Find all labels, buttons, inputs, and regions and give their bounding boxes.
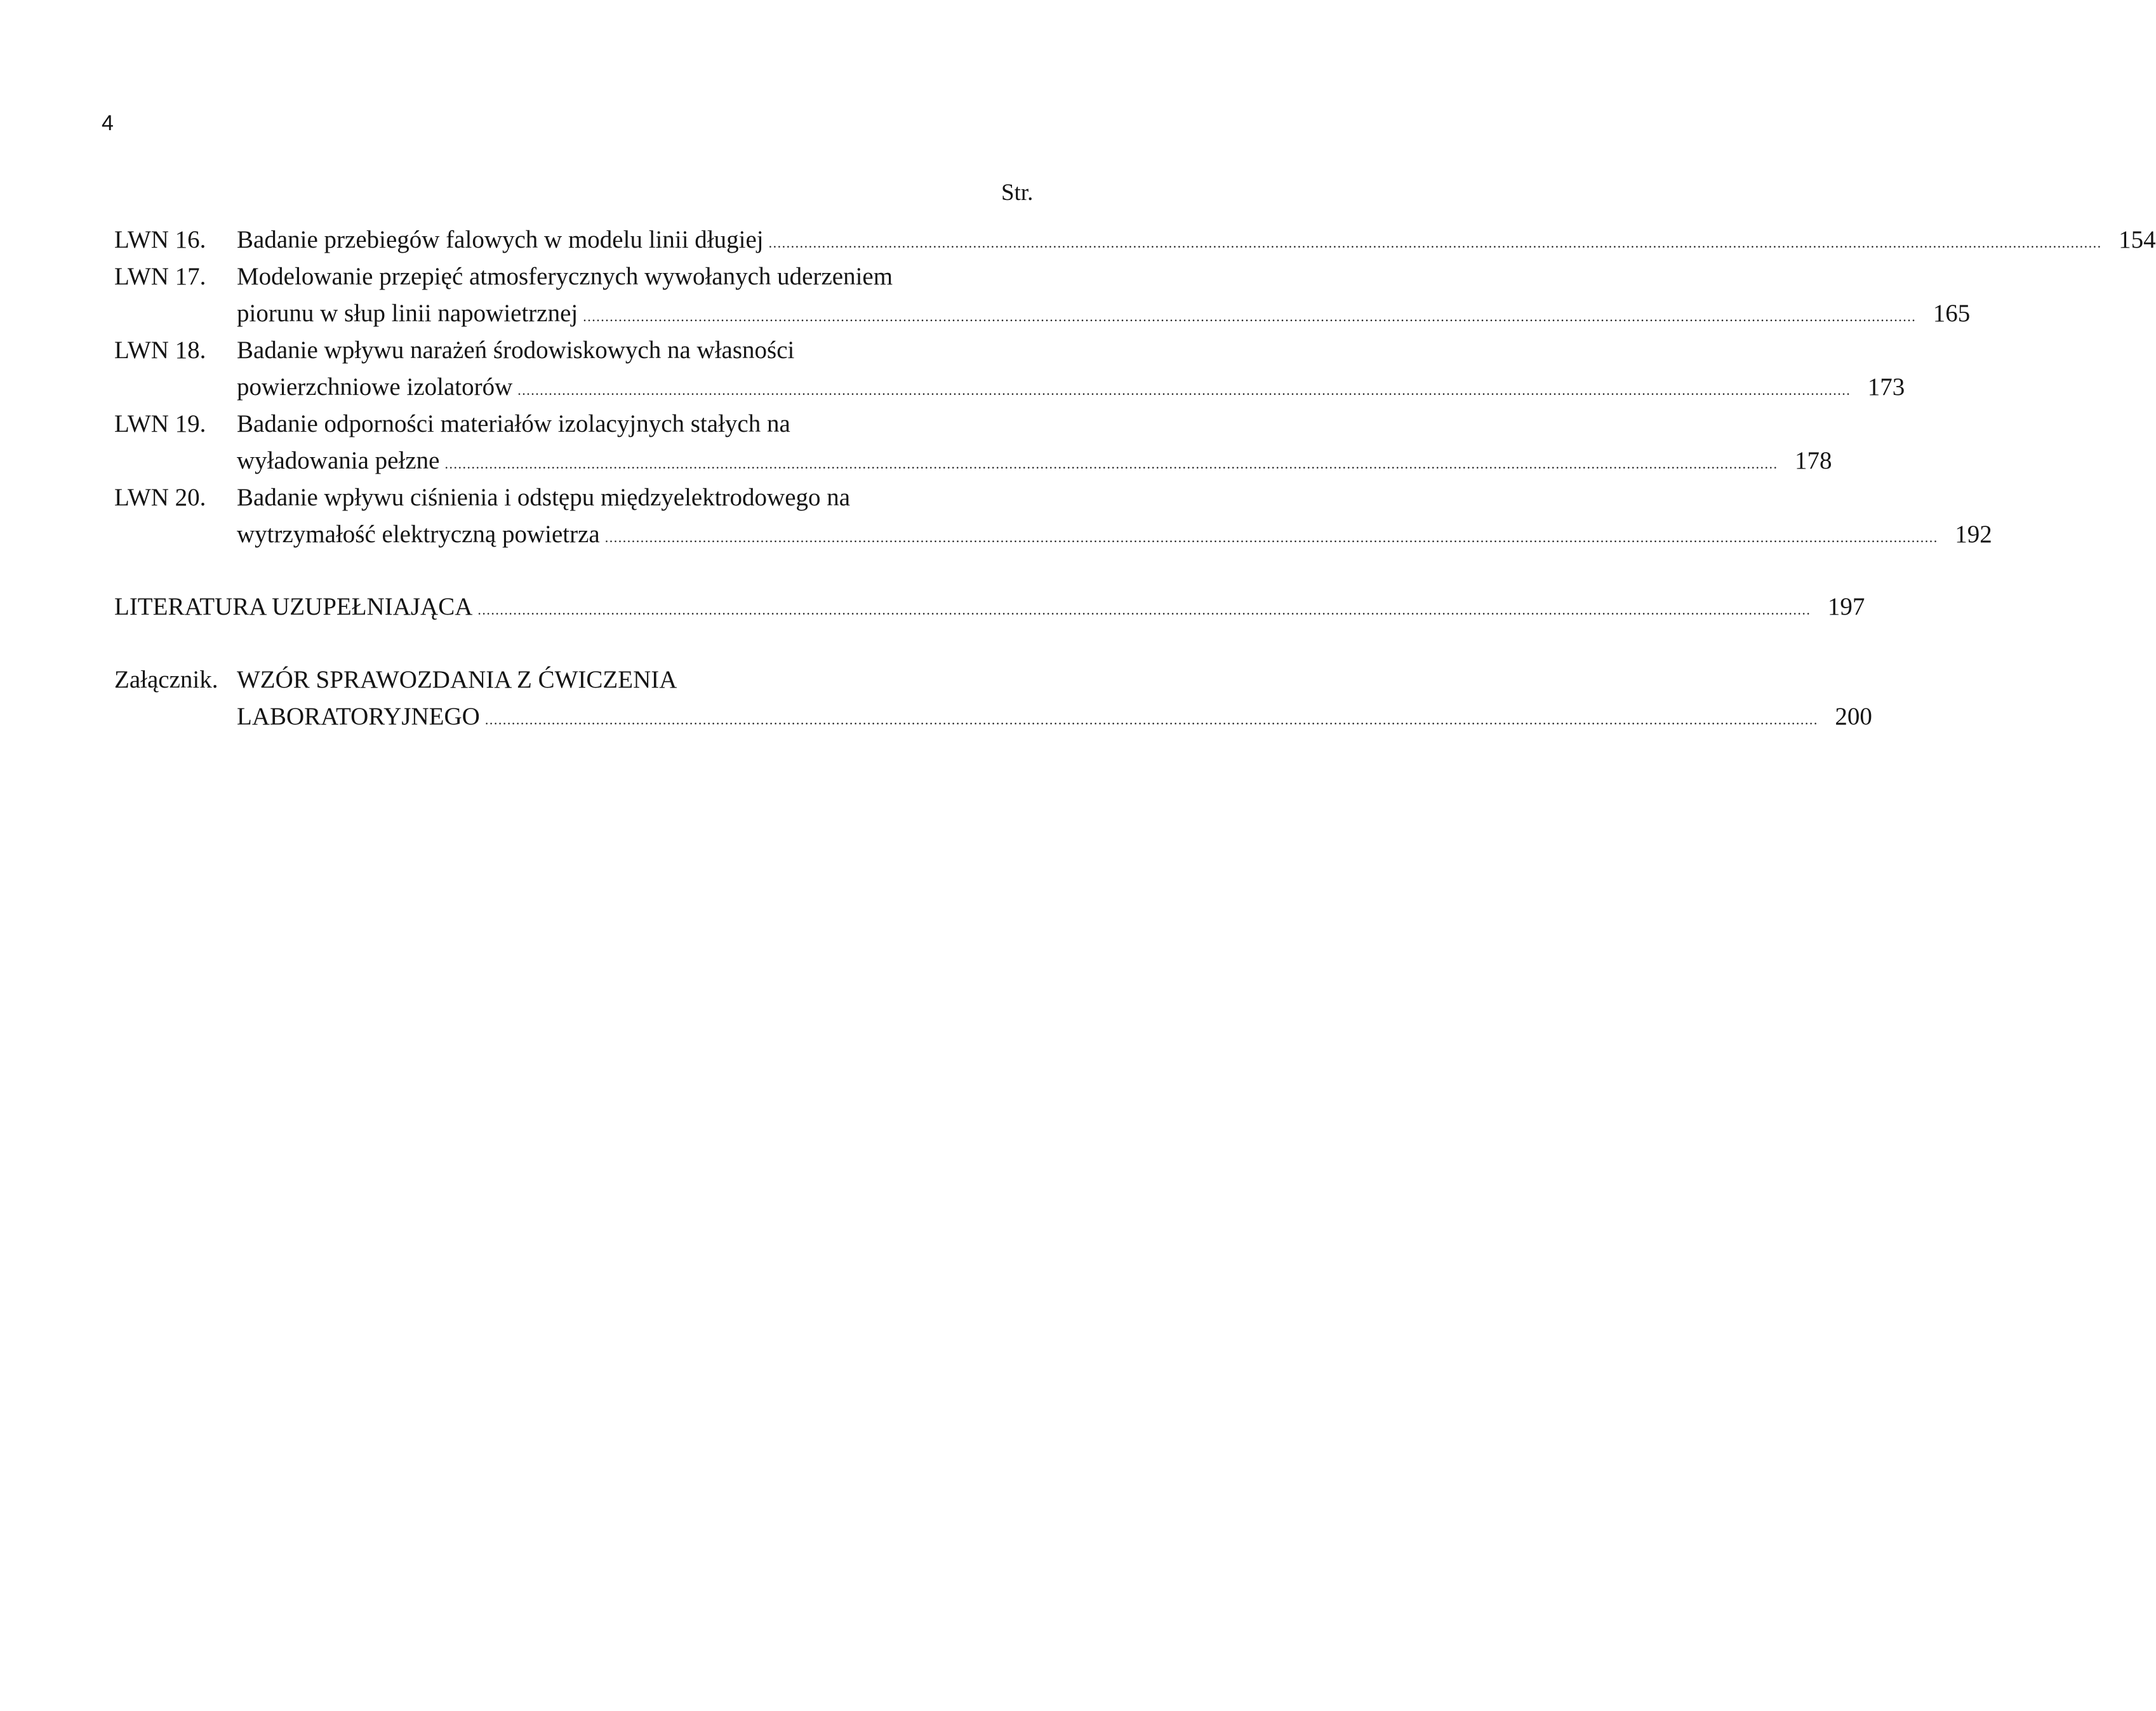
entry-page: 154: [2119, 226, 2156, 253]
entry-title-continued: wytrzymałość elektryczną powietrza: [237, 521, 600, 548]
toc-entry-literatura: [114, 589, 1865, 625]
entry-page: 200: [1835, 703, 1872, 730]
dot-leader: ............................................................................................................................................................................................................................................................................................................: [517, 382, 1851, 398]
entry-title: Modelowanie przepięć atmosferycznych wywołanych uderzeniem: [237, 263, 893, 290]
toc-entry-lwn-18: [114, 333, 1048, 368]
page-column-header: Str.: [1001, 180, 1034, 206]
entry-page: 192: [1955, 521, 1992, 548]
entry-title: Badanie odporności materiałów izolacyjnych stałych na: [237, 410, 790, 437]
entry-title: Badanie przebiegów falowych w modelu linii długiej: [237, 226, 764, 253]
entry-number: LWN 17.: [114, 263, 206, 290]
dot-leader: ............................................................................................................................................................................................................................................................................................................: [604, 529, 1938, 545]
entry-title: WZÓR SPRAWOZDANIA Z ĆWICZENIA: [237, 666, 677, 693]
dot-leader: ............................................................................................................................................................................................................................................................................................................: [484, 712, 1818, 728]
entry-title-continued: piorunu w słup linii napowietrznej: [237, 300, 578, 327]
entry-number: LWN 18.: [114, 336, 206, 364]
entry-number: LWN 16.: [114, 226, 206, 253]
dot-leader: ............................................................................................................................................................................................................................................................................................................: [768, 235, 2102, 251]
toc-entry-lwn-16: [114, 222, 2156, 258]
toc-entry-lwn-17-continued: [114, 296, 1971, 331]
toc-entry-lwn-17: [114, 259, 1048, 295]
toc-entry-zalacznik-continued: [114, 699, 1872, 735]
toc-entry-lwn-19-continued: [114, 443, 1832, 479]
entry-page: 178: [1794, 447, 1832, 474]
dot-leader: ............................................................................................................................................................................................................................................................................................................: [477, 602, 1811, 618]
toc-entry-lwn-18-continued: [114, 369, 1905, 405]
entry-title: Badanie wpływu ciśnienia i odstępu międzyelektrodowego na: [237, 484, 851, 511]
page-number: 4: [102, 111, 114, 135]
entry-page: 197: [1827, 593, 1865, 620]
entry-title-continued: wyładowania pełzne: [237, 447, 440, 474]
entry-title: Badanie wpływu narażeń środowiskowych na własności: [237, 336, 795, 364]
toc-entry-lwn-19: [114, 406, 1048, 442]
dot-leader: ............................................................................................................................................................................................................................................................................................................: [583, 309, 1917, 324]
entry-title: LITERATURA UZUPEŁNIAJĄCA: [114, 593, 473, 620]
entry-number: LWN 20.: [114, 484, 206, 511]
toc-entry-lwn-20: [114, 480, 1048, 516]
entry-page: 165: [1933, 300, 1971, 327]
entry-number: LWN 19.: [114, 410, 206, 437]
entry-page: 173: [1867, 373, 1905, 401]
entry-title-continued: LABORATORYJNEGO: [237, 703, 480, 730]
entry-title-continued: powierzchniowe izolatorów: [237, 373, 513, 401]
toc-entry-lwn-20-continued: [114, 517, 1992, 552]
dot-leader: ............................................................................................................................................................................................................................................................................................................: [444, 456, 1778, 472]
toc-entry-zalacznik: [114, 662, 1048, 698]
entry-number: Załącznik.: [114, 666, 218, 693]
